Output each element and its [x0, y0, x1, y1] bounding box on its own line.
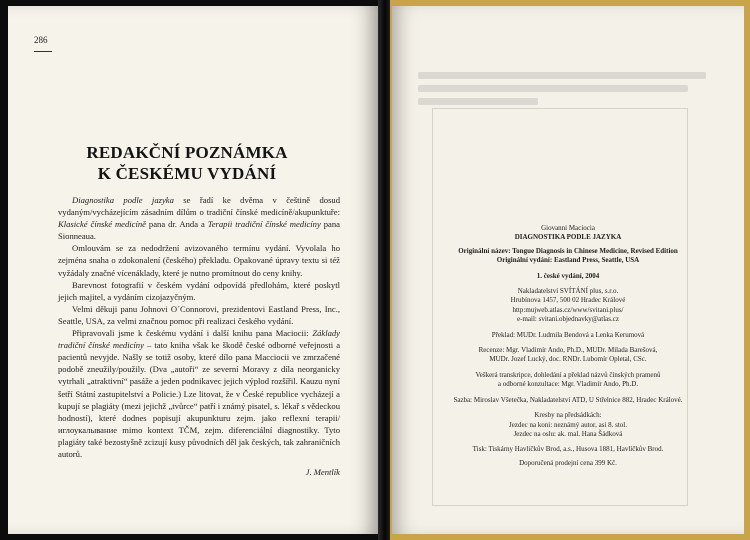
body-text: [58, 194, 340, 460]
drawings-line: Kresby na předsádkách:: [534, 411, 602, 420]
title-line-1: REDAKČNÍ POZNÁMKA: [86, 143, 288, 162]
translation: Překlad: MUDr. Ludmila Bendová a Lenka Kerumová: [491, 330, 645, 339]
paragraph: Připravovali jsme k českému vydání i další knihu pana Maciocii: Základy tradiční čínské medicíny – tato kniha však ke škodě české odborné veřejnosti a pacientů nevyjde. Našly se totiž osoby, které dílo pana Macciocii ve zmrzačené podobě zneužily/použily. (Dva „autoři“ ze severní Moravy z díla neorganicky vytrhali „atraktivní“ pasáže a jeden podnikavec jejich výplod rozšířil. Kauzu nyní šetří Státní zastupitelství a Policie.) Lze litovat, že v České republice vycházejí a kupují se plagiáty (mezi jejichž „tvůrce“ patří i známý pisatel, s. lékař s vědeckou hodností), které dodnes popisují akupunkturu zejm. jako reflexní terapii/иглоукалывание mimo kontext TČM, zejm. diferenciální diagnostiky. Tyto plagiáty také bezostyšně zcizují kusy původních děl jak českých, tak zahraničních autorů.: [58, 328, 341, 459]
edition: 1. české vydání, 2004: [536, 271, 600, 280]
transcription-line: a odborné konzultace: Mgr. Vladimír Ando, Ph.D.: [497, 380, 639, 389]
title-line-2: K ČESKÉMU VYDÁNÍ: [97, 164, 277, 183]
paragraph: Diagnostika podle jazyka se řadí ke dvěma v češtině dosud vydaným/vycházejícím zásadním dílům o tradiční čínské medicíně/akupunktuře: Klasické čínské medicíně pana dr. Anda a Terapii tradiční čínské medicíny pana Sionneaua.: [58, 195, 341, 242]
transcription-line: Veškerá transkripce, dohledání a překlad názvů čínských pramenů: [475, 370, 661, 379]
publisher-line: http:mujweb.atlas.cz/www/svitani.plus/: [512, 305, 624, 314]
left-page: [8, 6, 380, 534]
print: Tisk: Tiskárny Havlíčkův Brod, a.s., Husova 1881, Havlíčkův Brod.: [472, 445, 664, 454]
publisher-line: Hrubínova 1457, 500 02 Hradec Králové: [510, 296, 626, 305]
drawings-line: Jezdec na koni: neznámý autor, asi 8. stol.: [509, 420, 627, 429]
drawings-line: Jezdec na oslu: ak. mal. Hana Šádková: [513, 429, 623, 438]
show-through-text: [418, 66, 718, 110]
paragraph: Barevnost fotografií v českém vydání odpovídá předlohám, které poskytl jejich majitel, a vydáním cizojazyčným.: [58, 279, 340, 302]
page-title: [28, 142, 346, 184]
paragraph: Omlouvám se za nedodržení avizovaného termínu vydání. Vyvolala ho zejména snaha o zdokonalení (českého) překladu. Opakované úpravy textu si též vyžádaly značné vícenáklady, které je nutno promítnout do ceny knihy.: [58, 243, 340, 278]
price: Doporučená prodejní cena 399 Kč.: [519, 458, 617, 467]
imprint: [420, 224, 716, 468]
typesetting: Sazba: Miroslav Všetečka, Nakladatelství ATD, U Střelnice 882, Hradec Králové.: [453, 395, 683, 404]
author: Giovanni Maciocia: [541, 224, 595, 232]
page-number: 286: [34, 35, 48, 45]
page-number-rule: [34, 51, 52, 52]
review-line: MUDr. Jozef Lucký, doc. RNDr. Lubomír Opletal, CSc.: [489, 355, 647, 364]
original-title: Originální název: Tongue Diagnosis in Chinese Medicine, Revised Edition: [458, 246, 678, 255]
book-title: DIAGNOSTIKA PODLE JAZYKA: [514, 233, 622, 242]
signature: J. Mentlík: [305, 467, 340, 477]
paragraph: Velmi děkuji panu Johnovi O´Connorovi, prezidentovi Eastland Press, Inc., Seattle, USA, za velmi značnou pomoc při realizaci českého vydání.: [58, 303, 340, 326]
publisher-line: e-mail: svitani.objednavky@atlas.cz: [517, 315, 619, 324]
publisher-line: Nakladatelství SVÍTÁNÍ plus, s.r.o.: [517, 287, 619, 296]
review-line: Recenze: Mgr. Vladimír Ando, Ph.D., MUDr. Milada Barešová,: [478, 346, 658, 355]
original-edition: Originální vydání: Eastland Press, Seattle, USA: [496, 256, 640, 265]
